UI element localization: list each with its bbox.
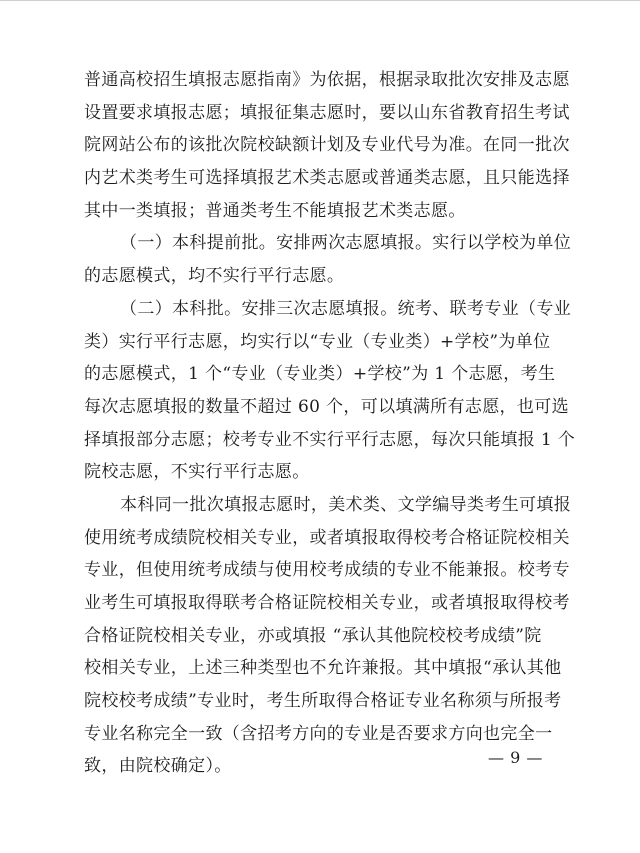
text-line: 择填报部分志愿；校考专业不实行平行志愿，每次只能填报 1 个	[84, 429, 576, 450]
text-line: 专业，但使用统考成绩与使用校考成绩的专业不能兼报。校考专	[84, 560, 570, 581]
text-line: 专业名称完全一致（含招考方向的专业是否要求方向也完全一	[84, 723, 553, 744]
text-line: 合格证院校相关专业，亦或填报 “承认其他院校校考成绩”院	[84, 625, 542, 646]
paragraph-selection-rules	[84, 64, 570, 227]
text-line: （一）本科提前批。安排两次志愿填报。实行以学校为单位	[120, 233, 572, 254]
text-line: 致，由院校确定）。	[84, 756, 232, 777]
paragraph-undergraduate-batch	[84, 293, 576, 489]
text-line: 校相关专业，上述三种类型也不允许兼报。其中填报“承认其他	[84, 658, 562, 679]
text-line: 使用统考成绩院校相关专业，或者填报取得校考合格证院校相关	[84, 527, 570, 548]
text-line: 内艺术类考生可选择填报艺术类志愿或普通类志愿，且只能选择	[84, 168, 570, 189]
paragraph-art-categories	[84, 489, 572, 783]
text-line: 类）实行平行志愿，均实行以“专业（专业类）+学校”为单位	[84, 331, 551, 352]
text-line: 的志愿模式，1 个“专业（专业类）+学校”为 1 个志愿，考生	[84, 364, 556, 385]
paragraph-early-batch	[84, 227, 572, 292]
text-line: 业考生可填报取得联考合格证院校相关专业，或者填报取得校考	[84, 593, 570, 613]
text-line: 院网站公布的该批次院校缺额计划及专业代号为准。在同一批次	[84, 135, 570, 156]
text-line: 每次志愿填报的数量不超过 60 个，可以填满所有志愿，也可选	[84, 396, 569, 417]
text-line: 的志愿模式，均不实行平行志愿。	[84, 266, 345, 287]
text-line: 院校校考成绩”专业时，考生所取得合格证专业名称须与所报考	[84, 691, 562, 712]
top-border	[0, 0, 640, 1]
text-line: 院校志愿，不实行平行志愿。	[84, 462, 310, 483]
text-line: 本科同一批次填报志愿时，美术类、文学编导类考生可填报	[120, 494, 572, 515]
page-number: — 9 —	[488, 748, 543, 767]
text-line: （二）本科批。安排三次志愿填报。统考、联考专业（专业	[120, 298, 572, 319]
body-text	[84, 64, 576, 783]
text-line: 其中一类填报；普通类考生不能填报艺术类志愿。	[84, 200, 466, 221]
text-line: 设置要求填报志愿；填报征集志愿时，要以山东省教育招生考试	[84, 102, 570, 123]
text-line: 普通高校招生填报志愿指南》为依据，根据录取批次安排及志愿	[84, 70, 570, 90]
